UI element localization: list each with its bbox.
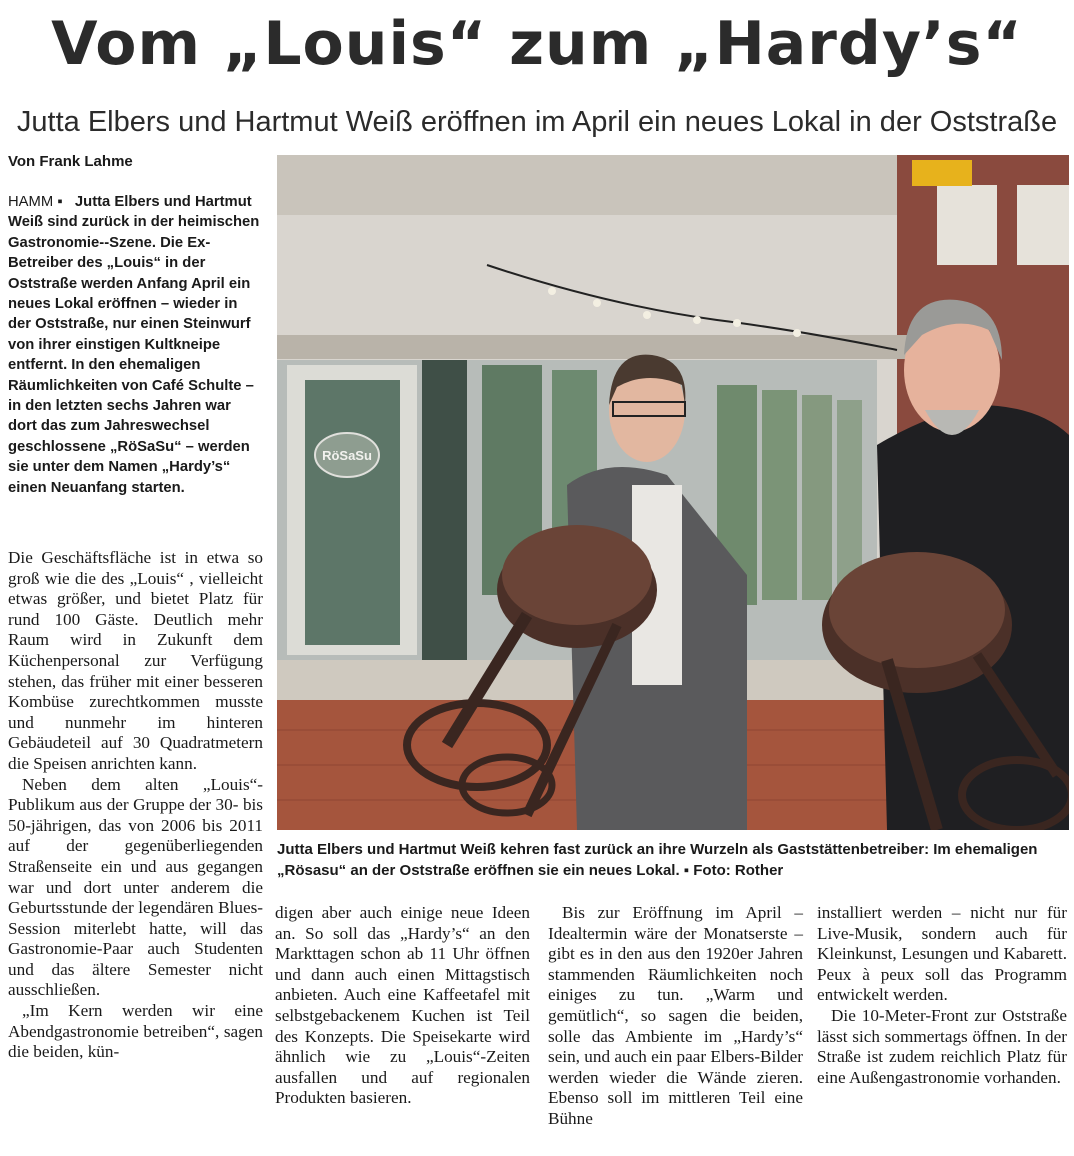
photo-caption: Jutta Elbers und Hartmut Weiß kehren fast zurück an ihre Wurzeln als Gaststättenbetreiber: Im ehemaligen „Rösasu“ an der Oststraße eröffnen sie ein neues Lokal. ▪ Foto: Rother <box>277 841 1038 879</box>
dateline: HAMM ▪ <box>8 194 63 210</box>
body-paragraph: Die 10-Meter-Front zur Oststraße lässt sich sommertags öffnen. In der Straße ist zudem reichlich Platz für eine Außengastronomie vorhanden. <box>817 1005 1067 1087</box>
body-column-2 <box>275 903 530 1109</box>
lead-text: Jutta Elbers und Hartmut Weiß sind zurück in der heimischen Gastronomie--Szene. Die Ex-Betreiber des „Louis“ in der Oststraße werden Anfang April ein neues Lokal eröffnen – wieder in der Oststraße, nur einen Steinwurf von ihrer einstigen Kultkneipe entfernt. In den ehemaligen Räumlichkeiten von Café Schulte – in den letzten sechs Jahren war dort das zum Jahreswechsel geschlossene „RöSaSu“ – werden sie unter dem Namen „Hardy’s“ einen Neuanfang starten. <box>8 194 260 496</box>
body-paragraph: digen aber auch einige neue Ideen an. So soll das „Hardy’s“ an den Markttagen schon ab 11 Uhr öffnen und dann auch einen Mittagstisch anbieten. Auch eine Kaffeetafel mit selbstgebackenem Kuchen ist Teil des Konzepts. Die Speisekarte wird ähnlich wie zu „Louis“-Zeiten ausfallen und auf regionalen Produkten basieren. <box>275 903 530 1108</box>
shop-sign: RöSaSu <box>322 448 372 463</box>
photo-illustration <box>277 155 1069 830</box>
body-paragraph: Bis zur Eröffnung im April – Idealtermin wäre der Monatserste – gibt es in den aus den 1920er Jahren stammenden Räumlichkeiten noch einiges zu tun. „Warm und gemütlich“, so sagen die beiden, solle das Ambiente im „Hardy’s“ sein, und auch ein paar Elbers-Bilder werden wieder die Wände zieren. Ebenso soll im mittleren Teil eine Bühne <box>548 903 803 1128</box>
body-column-4 <box>817 903 1067 1088</box>
lead-paragraph <box>8 192 263 498</box>
subheadline: Jutta Elbers und Hartmut Weiß eröffnen im April ein neues Lokal in der Oststraße <box>16 106 1058 138</box>
body-paragraph: installiert werden – nicht nur für Live-Musik, sondern auch für Kleinkunst, Lesungen und Kabarett. Peux à peux soll das Programm entwickelt werden. <box>817 903 1067 1005</box>
body-paragraph: „Im Kern werden wir eine Abendgastronomie betreiben“, sagen die beiden, kün- <box>8 1001 263 1062</box>
headline: Vom „Louis“ zum „Hardy’s“ <box>51 9 1023 79</box>
body-paragraph: Die Geschäftsfläche ist in etwa so groß wie die des „Louis“ , vielleicht etwas größer, und bietet Platz für rund 100 Gäste. Deutlich mehr Raum wird in Zukunft dem Küchenpersonal zur Verfügung stehen, das früher mit einer besseren Kombüse zurechtkommen musste und nunmehr im hinteren Gebäudeteil auf 30 Quadratmetern die Speisen anrichten kann. <box>8 548 263 773</box>
byline: Von Frank Lahme <box>8 153 133 170</box>
body-column-3 <box>548 903 803 1130</box>
body-paragraph: Neben dem alten „Louis“-Publikum aus der Gruppe der 30- bis 50-jährigen, das von 2006 bis 2011 auf der gegenüberliegenden Straßenseite ein und aus gegangen war und dort unter anderem die Geburtsstunde der legendären Blues-Session miterlebt hatte, will das Gastronomie-Paar auch Studenten und das ältere Semester nicht ausschließen. <box>8 774 263 1000</box>
body-column-1 <box>8 548 263 1063</box>
article-photo <box>277 155 1069 830</box>
